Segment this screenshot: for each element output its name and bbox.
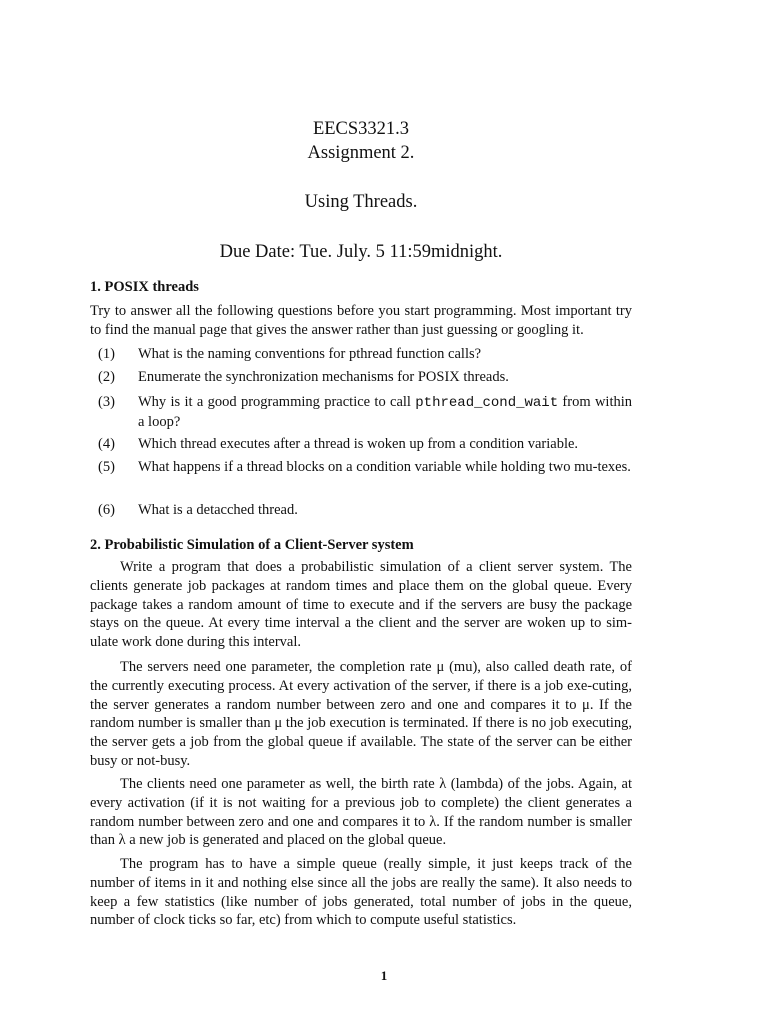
section-2-paragraph: The servers need one parameter, the completion rate μ (mu), also called death rate, of the currently executing process. At every activation of the server, if there is a job exe-cuting, the server generates a random number between zero and one and compares it to μ. If the random number is smaller than μ the job execution is terminated. If there is no job executing, the server gets a job from the global queue if available. The state of the server can be either busy or not-busy. [90, 659, 632, 769]
section-2-heading: 2. Probabilistic Simulation of a Client-Server system [90, 537, 414, 553]
question-text [138, 393, 632, 432]
question-number: (2) [98, 369, 115, 385]
question-number: (4) [98, 436, 115, 452]
question-text: Enumerate the synchronization mechanisms for POSIX threads. [138, 369, 509, 385]
question-number: (6) [98, 502, 115, 518]
question-text: What is the naming conventions for pthread function calls? [138, 346, 482, 362]
course-code: EECS3321.3 [312, 119, 410, 139]
section-2-paragraph: The program has to have a simple queue (really simple, it just keeps track of the number of items in it and nothing else since all the jobs are really the same). It also needs to keep a few statistics (like number of jobs generated, total number of jobs in the queue, number of clock ticks so far, etc) from which to compute useful statistics. [90, 856, 632, 929]
assignment-title: Assignment 2. [307, 143, 415, 163]
section-2-paragraph: The clients need one parameter as well, the birth rate λ (lambda) of the jobs. Again, at every activation (if it is not waiting for a previous job to complete) the client generates a random number between zero and one and compares it to λ. If the random number is smaller than λ a new job is generated and placed on the global queue. [90, 776, 632, 849]
question-text: Which thread executes after a thread is woken up from a condition variable. [138, 436, 579, 452]
assignment-topic: Using Threads. [304, 192, 418, 212]
code-pthread-cond-wait: pthread_cond_wait [415, 395, 559, 411]
question-number: (3) [98, 394, 115, 410]
section-2-paragraph: Write a program that does a probabilistic simulation of a client server system. The clients generate job packages at random times and place them on the global queue. Every package takes a random amount of time to execute and if the servers are busy the package stays on the queue. At every time interval a the client and the server are woken up to sim-ulate work done during this interval. [90, 559, 632, 651]
due-date: Due Date: Tue. July. 5 11:59midnight. [219, 242, 503, 262]
question-text-post: from within a loop? [138, 394, 632, 430]
section-1-heading: 1. POSIX threads [90, 279, 199, 295]
section-1-intro: Try to answer all the following questions before you start programming. Most important try to find the manual page that gives the answer rather than just guessing or googling it. [90, 303, 632, 338]
question-number: (5) [98, 459, 115, 475]
page-number: 1 [380, 968, 388, 983]
question-number: (1) [98, 346, 115, 362]
question-text-pre: Why is it a good programming practice to call [138, 394, 416, 410]
question-text: What is a detacched thread. [138, 502, 298, 518]
question-text: What happens if a thread blocks on a condition variable while holding two mu-texes. [138, 459, 631, 475]
